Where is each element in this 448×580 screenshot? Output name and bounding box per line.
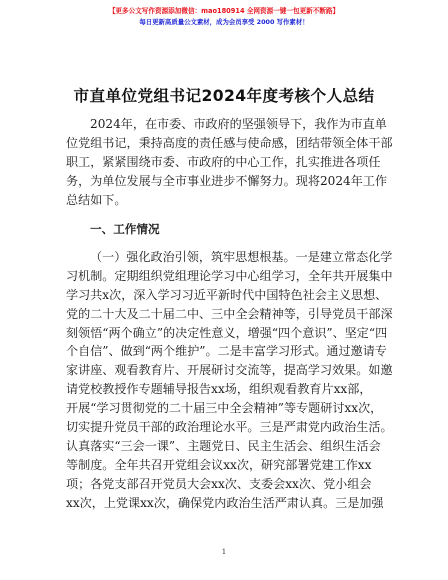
text-line: 总结如下。 (66, 192, 127, 207)
text-line: 等制度。全年共召开党组会议xx次，研究部署党建工作xx (66, 458, 372, 473)
text-line: 2024年，在市委、市政府的坚强领导下，我作为市直单 (90, 117, 387, 131)
text-line: 切实提升党员干部的政治理论水平。三是严肃党内政治生活。 (66, 420, 393, 435)
document-body (66, 115, 393, 513)
text-line: 家讲座、观看教育片、开展研讨交流等，提高学习效果。如邀 (66, 363, 393, 378)
section-paragraph (66, 248, 393, 513)
text-line: 党的二十大及二十届二中、三中全会精神等，引导党员干部深 (66, 306, 393, 321)
promo-banner-line1: 【更多公文写作资源添加微信：mao180914 全网资源一键一包更新不断路】 (108, 7, 340, 15)
document-title: 市直单位党组书记2024年度考核个人总结 (73, 87, 375, 105)
text-line: 职工，紧紧围绕市委、市政府的中心工作，扎实推进各项任 (66, 154, 381, 169)
text-line: （一）强化政治引领，筑牢思想根基。一是建立常态化学 (90, 249, 393, 264)
page-number: 1 (221, 548, 227, 556)
text-line: 个自信”、做到“两个维护”。二是丰富学习形式。通过邀请专 (66, 344, 387, 359)
section-heading: 一、工作情况 (90, 221, 160, 236)
text-line: 认真落实“三会一课”、主题党日、民主生活会、组织生活会 (66, 439, 381, 454)
text-line: 请党校教授作专题辅导报告xx场，组织观看教育片xx部， (66, 382, 372, 397)
intro-paragraph (66, 115, 393, 210)
text-line: 习机制。定期组织党组理论学习中心组学习，全年共开展集中 (66, 268, 393, 283)
promo-banner (0, 6, 448, 27)
text-line: 项；各党支部召开党员大会xx次、支委会xx次、党小组会 (66, 477, 372, 492)
text-line: 务，为单位发展与全市事业进步不懈努力。现将2024年工作 (66, 173, 388, 188)
text-line: 开展“学习贯彻党的二十届三中全会精神”等专题研讨xx次， (66, 401, 383, 416)
promo-banner-line2: 每日更新高质量公文素材，成为会员享受 2000 写作素材！ (139, 18, 309, 26)
text-line: 学习共x次，深入学习习近平新时代中国特色社会主义思想、 (66, 287, 388, 302)
text-line: 位党组书记，秉持高度的责任感与使命感，团结带领全体干部 (66, 135, 393, 150)
text-line: xx次，上党课xx次，确保党内政治生活严肃认真。三是加强 (66, 496, 384, 511)
text-line: 刻领悟“两个确立”的决定性意义，增强“四个意识”、坚定“四 (66, 325, 388, 340)
